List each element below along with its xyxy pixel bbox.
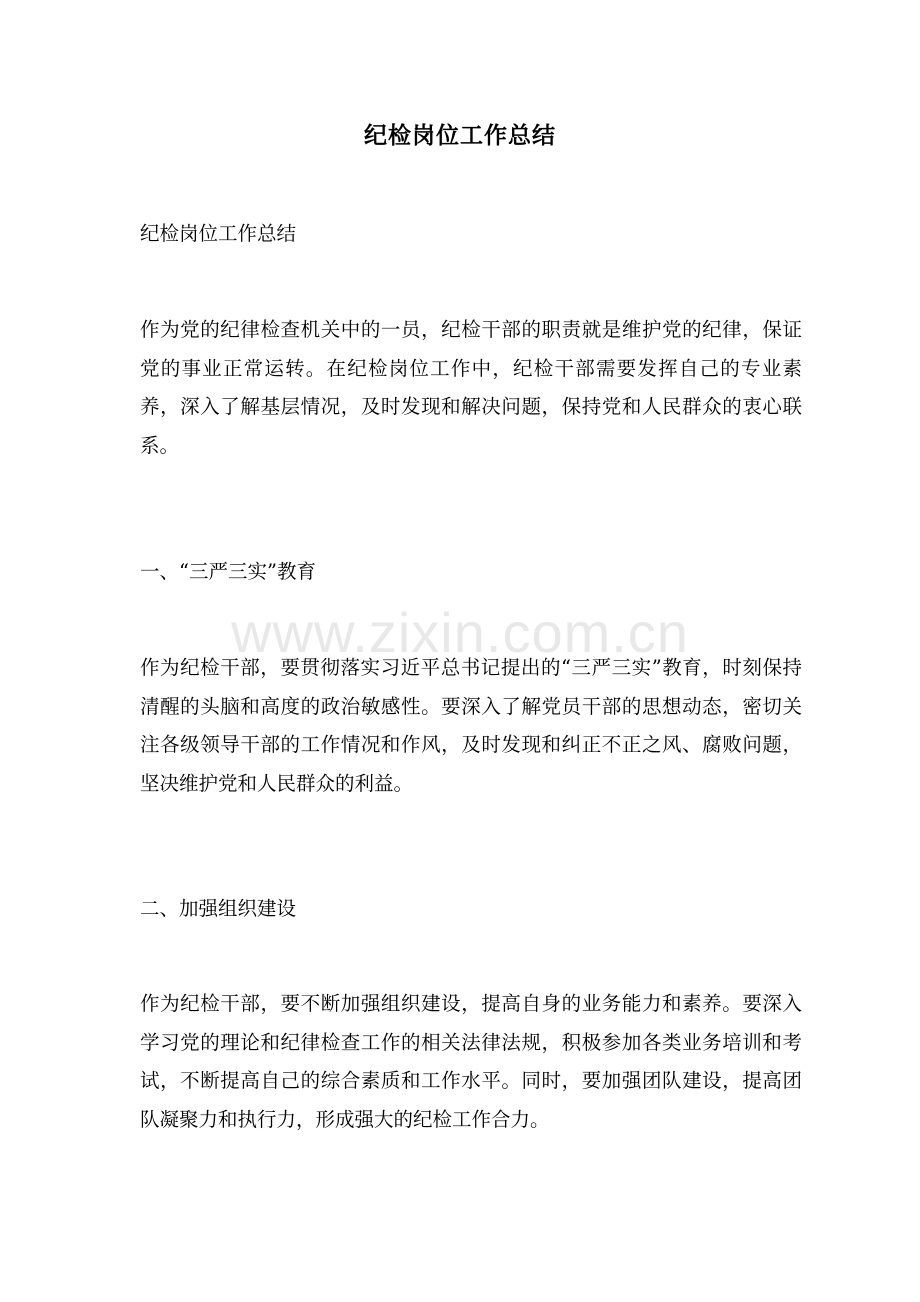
document-subtitle: 纪检岗位工作总结 (140, 222, 297, 245)
document-title: 纪检岗位工作总结 (364, 122, 556, 149)
paragraph-intro: 作为党的纪律检查机关中的一员，纪检干部的职责就是维护党的纪律，保证党的事业正常运转。在纪检岗位工作中，纪检干部需要发挥自己的专业素养，深入了解基层情况，及时发现和解决问题，保持党和人民群众的衷心联系。 (140, 318, 802, 457)
paragraph-section-1: 作为纪检干部，要贯彻落实习近平总书记提出的“三严三实”教育，时刻保持清醒的头脑和高度的政治敏感性。要深入了解党员干部的思想动态，密切关注各级领导干部的工作情况和作风，及时发现和纠正不正之风、腐败问题，坚决维护党和人民群众的利益。 (140, 656, 802, 795)
section-heading-1: 一、“三严三实”教育 (140, 560, 316, 583)
watermark: www.zixin.com.cn (231, 601, 689, 664)
paragraph-section-2: 作为纪检干部，要不断加强组织建设，提高自身的业务能力和素养。要深入学习党的理论和纪律检查工作的相关法律法规，积极参加各类业务培训和考试，不断提高自己的综合素质和工作水平。同时，要加强团队建设，提高团队凝聚力和执行力，形成强大的纪检工作合力。 (140, 992, 802, 1131)
section-heading-2: 二、加强组织建设 (140, 897, 297, 920)
